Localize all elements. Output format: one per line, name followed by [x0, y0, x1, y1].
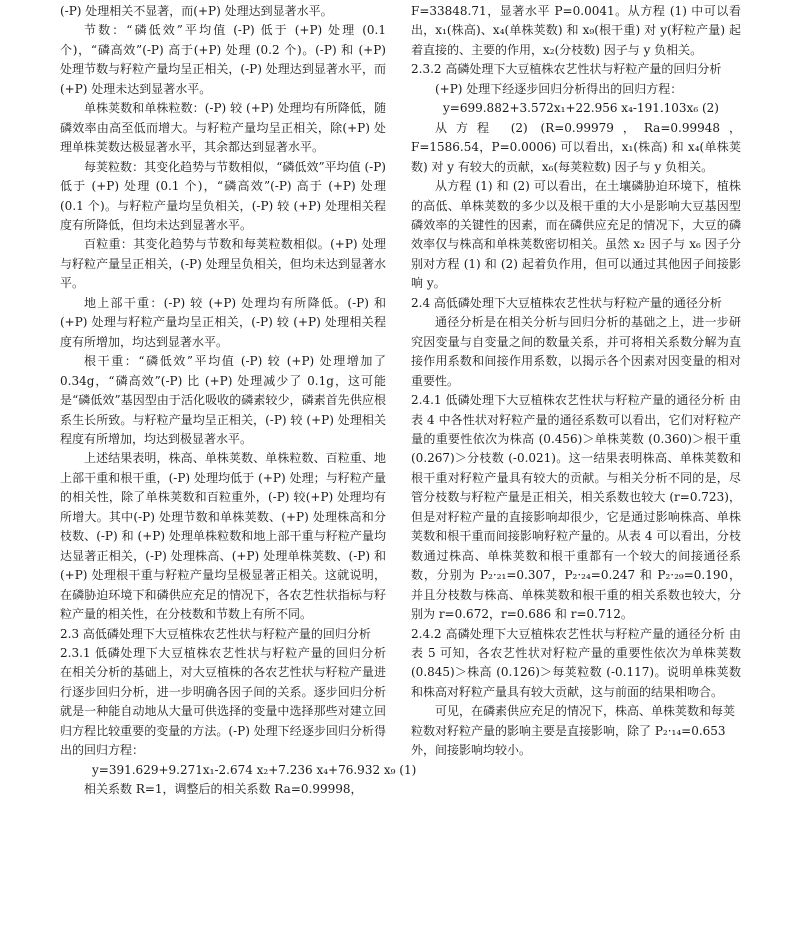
paragraph-equations-compare: 从方程 (1) 和 (2) 可以看出，在土壤磷胁迫环境下，植株的高低、单株荚数的多少以及根干重的大小是影响大豆基因型磷效率的关键性的因素，而在磷供应充足的情况下，大豆的磷效率仅与株高和单株荚数密切相关。虽然 x₂ 因子与 x₆ 因子分别对方程 (1) 和 (2) 起着负作用，但可以通过其他因子间接影响 y。	[411, 179, 741, 291]
paragraph-2-4-1: 2.4.1 低磷处理下大豆植株农艺性状与籽粒产量的通径分析 由表 4 中各性状对籽粒产量的通径系数可以看出，它们对籽粒产量的重要性依次为株高 (0.456)＞单株荚数 (0.360)＞根干重 (0.267)＞分枝数 (-0.021)。这一结果表明株高、单株荚数和根干重对籽粒产量具有较大的贡献。与相关分析不同的是，尽管分枝数与籽粒产量是正相关，相关系数也较大 (r=0.723)，但是对籽粒产量的直接影响却很少，它是通过影响株高、单株荚数和根干重而间接影响籽粒产量的。从表 4 可以看出，分枝数通过株高、单株荚数和根干重都有一个较大的间接通径系数，分别为 P₂·₂₁=0.307，P₂·₂₄=0.247 和 P₂·₂₉=0.190，并且分枝数与株高、单株荚数和根干重的相关系数也较大，分别为 r=0.672，r=0.686 和 r=0.712。	[411, 393, 741, 622]
paragraph-regression-intro: (+P) 处理下经逐步回归分析得出的回归方程：	[435, 81, 683, 96]
paragraph-correlation: 相关系数 R=1，调整后的相关系数 Ra=0.99998，	[84, 782, 363, 797]
paragraph-seeds-per-pod: 每荚粒数：其变化趋势与节数相似，“磷低效”平均值 (-P) 低于 (+P) 处理 (0.1 个)，“磷高效”(-P) 高于 (+P) 处理 (0.1 个)。与籽粒产量均呈负相关，(-P) 较 (+P) 处理相关程度有所降低，但均未达到显著水平。	[60, 159, 386, 232]
paragraph-2-4-2: 2.4.2 高磷处理下大豆植株农艺性状与籽粒产量的通径分析 由表 5 可知，各农艺性状对籽粒产量的重要性依次为单株荚数 (0.845)＞株高 (0.126)＞每荚粒数 (-0.117)。说明单株荚数和株高对籽粒产量具有较大贡献，这与前面的结果相吻合。	[411, 626, 741, 699]
paragraph-pods-seeds: 单株荚数和单株粒数：(-P) 较 (+P) 处理均有所降低，随磷效率由高至低而增大。与籽粒产量均呈正相关，除(+P) 处理单株荚数达极显著水平，其余都达到显著水平。	[60, 101, 386, 155]
section-heading-2-3-2: 2.3.2 高磷处理下大豆植株农艺性状与籽粒产量的回归分析	[411, 62, 722, 77]
left-column	[60, 2, 417, 800]
equation-2: y=699.882+3.572x₁+22.956 x₄-191.103x₆ (2)	[443, 101, 719, 116]
paragraph-shoot-dry-weight: 地上部干重：(-P) 较 (+P) 处理均有所降低。(-P) 和 (+P) 处理与籽粒产量均呈正相关，(-P) 较 (+P) 处理相关程度有所增加，均达到显著水平。	[60, 295, 386, 349]
paragraph-equation-2: 从方程 (2) (R=0.99979，Ra=0.99948，F=1586.54，P=0.0006) 可以看出，x₁(株高) 和 x₄(单株荚数) 对 y 有较大的贡献，x₆(每荚粒数) 因子与 y 负相关。	[411, 120, 741, 174]
paragraph-root-dry-weight: 根干重：“磷低效”平均值 (-P) 较 (+P) 处理增加了 0.34g，“磷高效”(-P) 比 (+P) 处理减少了 0.1g，这可能是“磷低效”基因型由于活化吸收的磷素较少，磷素首先供应根系生长所致。与籽粒产量均呈正相关，(-P) 较 (+P) 处理相关程度有所增加，均达到极显著水平。	[60, 354, 386, 446]
paragraph-2-3-1: 2.3.1 低磷处理下大豆植株农艺性状与籽粒产量的回归分析 在相关分析的基础上，对大豆植株的各农艺性状与籽粒产量进行逐步回归分析，进一步明确各因子间的关系。逐步回归分析就是一种能自动地从大量可供选择的变量中选择那些对建立回归方程比较重要的变量的方法。(-P) 处理下经逐步回归分析得出的回归方程：	[60, 645, 386, 758]
paragraph-conclusion: 可见，在磷素供应充足的情况下，株高、单株荚数和每荚粒数对籽粒产量的影响主要是直接影响，除了 P₂·₁₄=0.653 外，间接影响均较小。	[411, 704, 736, 758]
section-heading-2-3: 2.3 高低磷处理下大豆植株农艺性状与籽粒产量的回归分析	[60, 626, 371, 641]
right-column	[411, 2, 741, 761]
paragraph: (-P) 处理相关不显著，而(+P) 处理达到显著水平。	[60, 4, 333, 18]
paragraph-100-seed-weight: 百粒重：其变化趋势与节数和每荚粒数相似。(+P) 处理与籽粒产量呈正相关，(-P) 处理呈负相关，但均未达到显著水平。	[60, 237, 386, 291]
paragraph-f-value: F=33848.71，显著水平 P=0.0041。从方程 (1) 中可以看出，x₁(株高)、x₄(单株荚数) 和 x₉(根干重) 对 y(籽粒产量) 起着直接的、主要的作用，x₂(分枝数) 因子与 y 负相关。	[411, 4, 741, 57]
paragraph-summary: 上述结果表明，株高、单株荚数、单株粒数、百粒重、地上部干重和根干重，(-P) 处理均低于 (+P) 处理；与籽粒产量的相关性，除了单株荚数和百粒重外，(-P) 较(+P) 处理均有所增大。其中(-P) 处理节数和单株荚数、(+P) 处理株高和分枝数、(-P) 和 (+P) 处理单株粒数和地上部干重与籽粒产量均达显著正相关，(-P) 处理株高、(+P) 处理单株荚数、(-P) 和 (+P) 处理根干重与籽粒产量均呈极显著正相关。这就说明，在磷胁迫环境下和磷供应充足的情况下，各农艺性状指标与籽粒产量的相关性，在分枝数和节数上有所不同。	[60, 451, 386, 622]
paragraph-path-analysis: 通径分析是在相关分析与回归分析的基础之上，进一步研究因变量与自变量之间的数量关系，并可将相关系数分解为直接作用系数和间接作用系数，以揭示各个因素对因变量的相对重要性。	[411, 315, 741, 388]
equation-1: y=391.629+9.271x₁-2.674 x₂+7.236 x₄+76.932 x₉ (1)	[92, 762, 417, 777]
section-heading-2-4: 2.4 高低磷处理下大豆植株农艺性状与籽粒产量的通径分析	[411, 295, 722, 310]
paragraph-nodes: 节数：“磷低效”平均值 (-P) 低于 (+P) 处理 (0.1 个)，“磷高效”(-P) 高于(+P) 处理 (0.2 个)。(-P) 和 (+P) 处理节数与籽粒产量均呈正相关，(-P) 处理达到显著水平，而(+P) 处理未达到显著水平。	[60, 23, 386, 96]
